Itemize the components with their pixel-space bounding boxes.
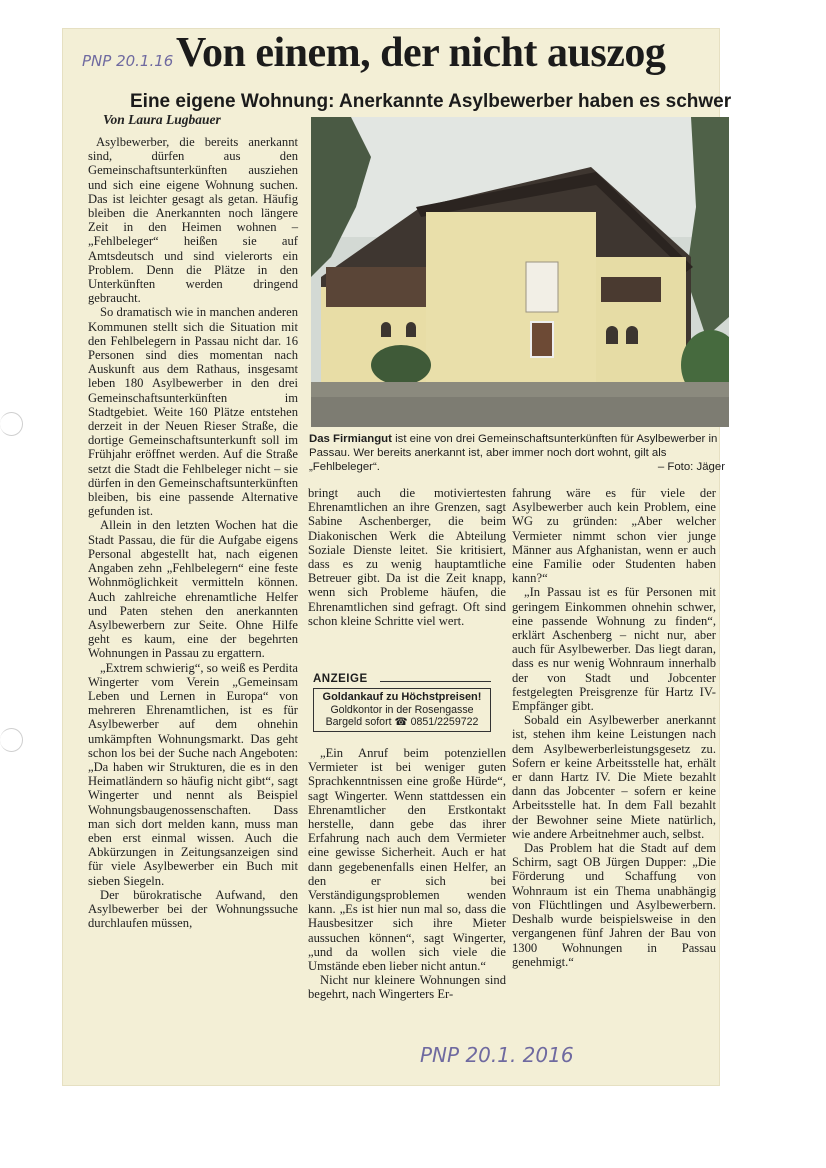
- byline: Von Laura Lugbauer: [103, 112, 221, 127]
- paragraph: „Ein Anruf beim potenziellen Vermieter ist bei weniger guten Sprachkenntnissen eine große Hürde“, sagt Wingerter. Wenn stattdessen ein Ehrenamtlicher den Erstkontakt herstelle, dann gebe das ihrer Erfahrung nach auch dem Vermieter eine gewisse Sicherheit. Auch er hat dann gegebenenfalls einen Helfer, an den er sich bei Verständigungsproblemen wenden kann. „Es ist hier nun mal so, dass die Hausbesitzer sich ihre Mieter aussuchen können“, sagt Wingerter, „und da wollen sich viele die Umstände eben lieber nicht antun.“: [308, 746, 506, 974]
- ad-line-2: Bargeld sofort ☎ 0851/2259722: [325, 716, 479, 728]
- caption-lead: Das Firmiangut: [309, 433, 392, 445]
- paragraph: fahrung wäre es für viele der Asylbewerber auch kein Problem, eine WG zu gründen: „Aber welcher Vermieter nimmt schon vier junge Männer aus Afghanistan, wenn er auch eine Familie oder Studenten haben kann?“: [512, 486, 716, 586]
- building-illustration: [311, 117, 729, 427]
- headline: Von einem, der nicht auszog: [176, 30, 666, 76]
- article-column-3: [512, 486, 716, 969]
- paragraph: Allein in den letzten Wochen hat die Stadt Passau, die für die Aufgabe eigens Personal abgestellt hat, nach eigenen Angaben zehn „Fehlbelegern“ eine feste Wohnmöglichkeit vermitteln können. Auch zahlreiche ehrenamtliche Helfer und Paten stehen den anerkannten Asylbewerbern zur Seite. Ohne Hilfe geht es kaum, eine der begehrten Wohnungen in Passau zu ergattern.: [88, 518, 298, 661]
- caption-text: ist eine von drei Gemeinschaftsunterkünften für Asylbewerber in Passau. Wer bereits anerkannt ist, aber immer noch dort wohnt, gilt als „Fehlbeleger“.: [309, 433, 718, 473]
- article-column-1: [88, 135, 298, 930]
- advertisement: [313, 673, 491, 732]
- ad-line-1: Goldkontor in der Rosengasse: [330, 703, 474, 716]
- paragraph: So dramatisch wie in manchen anderen Kommunen stellt sich die Situation mit den Fehlbelegern in Passau nicht dar. 16 Personen sind dies momentan nach Auskunft aus dem Rathaus, insgesamt leben 180 Asylbewerber in den drei Gemeinschaftsunterkünften im Stadtgebiet. Weite 160 Plätze entstehen derzeit in der Neuen Rieser Straße, die dortige Gemeinschaftsunterkunft soll im Frühjahr eröffnet werden. Auf die Straße setzt die Stadt die Fehlbeleger nicht – sie dürfen in den Gemeinschaftsunterkünften bleiben, bis eine passende Alternative gefunden ist.: [88, 305, 298, 519]
- paragraph: bringt auch die motiviertesten Ehrenamtlichen an ihre Grenzen, sagt Sabine Aschenberger, die beim Diakonischen Werk die Abteilung Soziale Dienste leitet. Sie kritisiert, dass es zu wenig hauptamtliche Betreuer gibt. Da ist die Zeit knapp, wenn sich Probleme häufen, die Ehrenamtlichen sind gefragt. Oft sind schon kleine Schritte viel wert.: [308, 486, 506, 628]
- article-column-2-bottom: [308, 746, 506, 1002]
- handwritten-date-top: PNP 20.1.16: [82, 52, 174, 70]
- photo-firmiangut: [311, 117, 729, 427]
- paragraph: Asylbewerber, die bereits anerkannt sind, dürfen aus den Gemeinschaftsunterkünften ausziehen und sich eine eigene Wohnung suchen. Das ist leichter gesagt als getan. Häufig bleiben die Anerkannten noch längere Zeit in den Heimen wohnen – „Fehlbeleger“ heißen sie auf Amtsdeutsch und sind vielerorts ein Problem. Denn die Plätze in den Unterkünften werden dringend gebraucht.: [88, 135, 298, 306]
- ad-title: Goldankauf zu Höchstpreisen!: [322, 691, 482, 703]
- subheadline: Eine eigene Wohnung: Anerkannte Asylbewerber haben es schwer: [130, 91, 732, 112]
- handwritten-date-bottom: PNP 20.1. 2016: [420, 1043, 574, 1067]
- punch-hole: [0, 728, 23, 752]
- paragraph: Sobald ein Asylbewerber anerkannt ist, stehen ihm keine Leistungen nach dem Asylbewerberleistungsgesetz zu. Sofern er keine Arbeitsstelle hat, erhält er dann Hartz IV. Die Miete bezahlt dann das Jobcenter – sofern er keine Arbeitsstelle hat. In dem Fall bezahlt der Bewohner seine Miete natürlich, wie andere Arbeitnehmer auch, selbst.: [512, 713, 716, 841]
- paragraph: Der bürokratische Aufwand, den Asylbewerber bei der Wohnungssuche durchlaufen müssen,: [88, 887, 298, 931]
- photo-credit: – Foto: Jäger: [657, 461, 725, 473]
- punch-hole: [0, 412, 23, 436]
- ad-box: [313, 688, 491, 732]
- paragraph: „Extrem schwierig“, so weiß es Perdita Wingerter vom Verein „Gemeinsam Leben und Lernen in Europa“ von mehreren Ehrenamtlichen, ist es für Asylbewerber auf dem ohnehin umkämpften Wohnungsmarkt. Das geht schon los bei der Suche nach Angeboten: „Da haben wir Strukturen, die es in den Heimatländern so häufig nicht gibt“, sagt Wingerter und nennt als Beispiel Wohnungsbaugenossenschaften. Dass man sich dort melden kann, muss man eben erst einmal wissen. Auch die Abkürzungen in Zeitungsanzeigen sind für viele Asylbewerber ein Buch mit sieben Siegeln.: [88, 660, 298, 888]
- paragraph: Nicht nur kleinere Wohnungen sind begehrt, nach Wingerters Er-: [308, 973, 506, 1002]
- photo-caption: [309, 432, 725, 474]
- article-column-2-top: [308, 486, 506, 628]
- ad-rule: [380, 681, 491, 682]
- paragraph: „In Passau ist es für Personen mit geringem Einkommen ohnehin schwer, eine passende Wohnung zu finden“, erklärt Aschenberg – nicht nur, aber auch für Asylbewerber. Das liegt daran, dass es nur wenig Wohnraum innerhalb der von Stadt und Jobcenter festgelegten Preisgrenze für Hartz IV-Empfänger gibt.: [512, 585, 716, 714]
- ad-label: ANZEIGE: [313, 673, 368, 685]
- paragraph: Das Problem hat die Stadt auf dem Schirm, sagt OB Jürgen Dupper: „Die Förderung und Schaffung von Wohnraum ist ein Thema unabhängig von Flüchtlingen und Asylbewerbern. Deshalb wurde beispielsweise in den vergangenen fünf Jahren der Bau von 1300 Wohnungen in Passau genehmigt.“: [512, 841, 716, 969]
